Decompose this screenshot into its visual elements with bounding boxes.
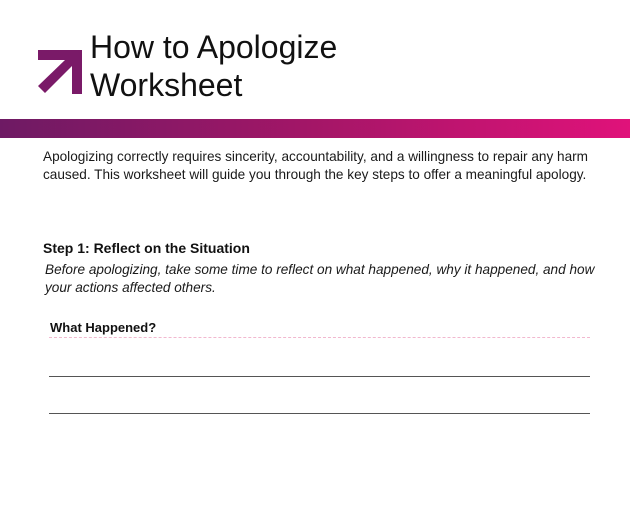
page-title bbox=[90, 28, 337, 104]
header-gradient-bar bbox=[0, 119, 630, 138]
step-1-heading: Step 1: Reflect on the Situation bbox=[43, 240, 250, 256]
what-happened-label: What Happened? bbox=[50, 320, 157, 335]
answer-line-1[interactable] bbox=[49, 376, 590, 377]
step-1-description: Before apologizing, take some time to reflect on what happened, why it happened, and how your actions affected others. bbox=[45, 262, 595, 295]
arrow-up-right-icon bbox=[36, 46, 86, 96]
title-line-2: Worksheet bbox=[90, 67, 243, 103]
what-happened-field[interactable] bbox=[49, 337, 590, 338]
answer-line-2[interactable] bbox=[49, 413, 590, 414]
intro-paragraph: Apologizing correctly requires sincerity, accountability, and a willingness to repair any harm caused. This worksheet will guide you through the key steps to offer a meaningful apology. bbox=[43, 149, 589, 182]
title-line-1: How to Apologize bbox=[90, 29, 338, 65]
